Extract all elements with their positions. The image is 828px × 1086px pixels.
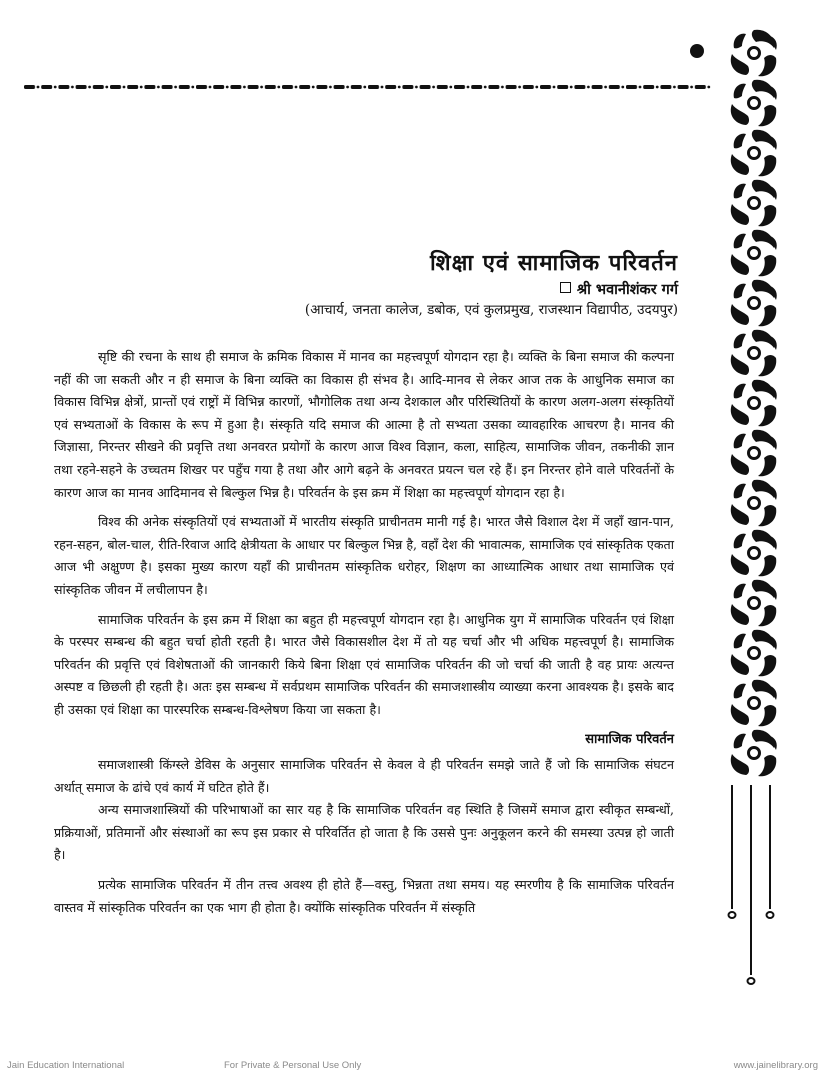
article-header bbox=[430, 250, 678, 300]
article-body bbox=[54, 346, 674, 926]
paragraph: अन्य समाजशास्त्रियों की परिभाषाओं का सार यह है कि सामाजिक परिवर्तन वह स्थिति है जिसमें समाज द्वारा स्वीकृत सम्बन्धों, प्रक्रियाओं, प्रतिमानों और संस्थाओं का रूप इस प्रकार से परिवर्तित हो जाता है कि उससे पुनः अनुकूलन करने की समस्या उत्पन्न हो जाती है। bbox=[54, 802, 674, 863]
footer-website-link[interactable]: www.jainelibrary.org bbox=[733, 1060, 818, 1071]
section-heading: सामाजिक परिवर्तन bbox=[585, 731, 674, 747]
border-tassel-lines bbox=[720, 785, 790, 990]
article-title: शिक्षा एवं सामाजिक परिवर्तन bbox=[429, 251, 678, 276]
paragraph: सामाजिक परिवर्तन के इस क्रम में शिक्षा का बहुत ही महत्त्वपूर्ण योगदान रहा है। आधुनिक युग में सामाजिक परिवर्तन एवं शिक्षा के परस्पर सम्बन्ध की बहुत चर्चा होती रहती है। भारत जैसे विकासशील देश में तो यह चर्चा और भी अधिक महत्त्वपूर्ण है। सामाजिक परिवर्तन की प्रवृत्ति एवं विशेषताओं की जानकारी किये बिना शिक्षा एवं सामाजिक परिवर्तन की जो चर्चा की जाती है वह प्रायः अत्यन्त अस्पष्ट व छिछली ही रहती है। अतः इस सम्बन्ध में सर्वप्रथम सामाजिक परिवर्तन की समाजशास्त्रीय व्याख्या करना आवश्यक है। इसके बाद ही उसका एवं शिक्षा का पारस्परिक सम्बन्ध-विश्लेषण किया जा सकता है। bbox=[54, 611, 674, 717]
paragraph: सृष्टि की रचना के साथ ही समाज के क्रमिक विकास में मानव का महत्त्वपूर्ण योगदान रहा है। व्यक्ति के बिना समाज की कल्पना नहीं की जा सकती और न ही समाज के बिना व्यक्ति का विकास ही संभव है। आदि-मानव से लेकर आज तक के आधुनिक समाज का विकास विभिन्न क्षेत्रों, प्रान्तों एवं राष्ट्रों में विभिन्न कारणों, भौगोलिक तथा अन्य देशकाल और परिस्थितियों के कारण अलग-अलग संस्कृतियों एवं सभ्यताओं के विकास के रूप में हुआ है। संस्कृति यदि समाज की आत्मा है तो सभ्यता उसका व्यावहारिक आचरण है। मानव की जिज्ञासा, निरन्तर सीखने की प्रवृत्ति तथा अनवरत प्रयोगों के कारण आज विश्व विज्ञान, कला, साहित्य, सामाजिक जीवन, तकनीकी ज्ञान तथा रहने-सहने के उच्चतम शिखर पर पहुँच गया है तथा और आगे बढ़ने के अनवरत प्रयत्न चल रहे हैं। इन निरन्तर होने वाले परिवर्तनों के कारण आज का मानव आदिमानव से बिल्कुल भिन्न है। परिवर्तन के इस क्रम में शिक्षा का महत्त्वपूर्ण योगदान रहा है। bbox=[54, 349, 674, 500]
square-bullet-icon bbox=[560, 282, 571, 293]
author-name: श्री भवानीशंकर गर्ग bbox=[576, 281, 678, 298]
footer-publisher: Jain Education International bbox=[7, 1060, 125, 1071]
dash-dot-rule bbox=[24, 84, 712, 90]
footer-usage-note: For Private & Personal Use Only bbox=[224, 1060, 362, 1071]
paragraph: समाजशास्त्री किंग्स्ले डेविस के अनुसार सामाजिक परिवर्तन से केवल वे ही परिवर्तन समझे जाते हैं जो कि सामाजिक संघटन अर्थात् समाज के ढांचे एवं कार्य में घटित होते हैं। bbox=[54, 757, 674, 795]
paisley-chain-border bbox=[726, 28, 782, 798]
paragraph: विश्व की अनेक संस्कृतियों एवं सभ्यताओं में भारतीय संस्कृति प्राचीनतम मानी गई है। भारत जैसे विशाल देश में जहाँ खान-पान, रहन-सहन, बोल-चाल, रीति-रिवाज आदि क्षेत्रीयता के आधार पर बिल्कुल भिन्न है, वहाँ देश की भावात्मक, सामाजिक एवं सांस्कृतिक एकता आज भी अक्षुण्ण है। इसका मुख्य कारण यहाँ की प्राचीनतम सांस्कृतिक धरोहर, शिक्षण का आध्यात्मिक आधार तथा सामाजिक एवं सांस्कृतिक जीवन में लचीलापन है। bbox=[54, 514, 674, 597]
ornament-dot bbox=[690, 44, 704, 58]
paragraph: प्रत्येक सामाजिक परिवर्तन में तीन तत्त्व अवश्य ही होते हैं—वस्तु, भिन्नता तथा समय। यह स्मरणीय है कि सामाजिक परिवर्तन वास्तव में सांस्कृतिक परिवर्तन का एक भाग ही होता है। क्योंकि सांस्कृतिक परिवर्तन में संस्कृति bbox=[54, 877, 674, 915]
author-line bbox=[430, 280, 678, 300]
author-affiliation: (आचार्य, जनता कालेज, डबोक, एवं कुलप्रमुख, राजस्थान विद्यापीठ, उदयपुर) bbox=[304, 302, 678, 318]
